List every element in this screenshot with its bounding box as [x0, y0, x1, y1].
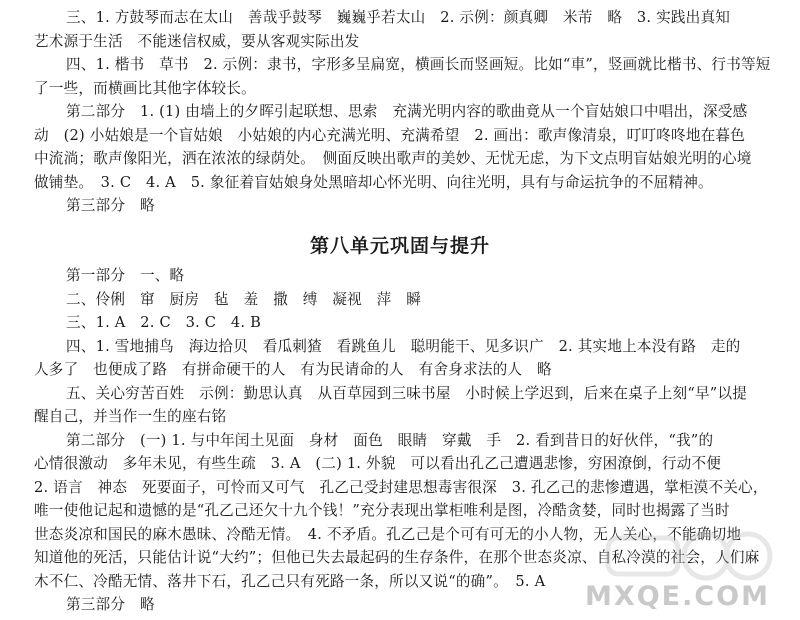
section-unit7-answers — [34, 6, 778, 218]
text-line: 木不仁、冷酷无情、落井下石，孔乙己只有死路一条，所以又说“的确”。 5. A — [34, 572, 546, 590]
watermark-text: MXQE.COM — [585, 581, 770, 612]
text-line: 艺术源于生活 不能迷信权威，要从客观实际出发 — [34, 32, 360, 50]
text-line: 二、伶俐 窜 厨房 毡 羞 撒 缚 凝视 萍 瞬 — [66, 290, 422, 308]
text-line: 醒自己，并当作一生的座右铭 — [34, 408, 227, 425]
unit-title: 第八单元巩固与提升 — [309, 235, 490, 257]
text-line: 中流淌；歌声像阳光，洒在浓浓的绿荫处。 侧面反映出歌声的美妙、无忧无虑，为下文点明盲姑娘光明的心境 — [34, 150, 752, 167]
text-line: 了一些，而横画比其他字体较长。 — [34, 79, 256, 97]
text-line: 三、1. A 2. C 3. C 4. B — [66, 314, 262, 331]
text-line: 第三部分 略 — [66, 197, 155, 214]
text-line: 人多了 也便成了路 有拼命硬干的人 有为民请命的人 有舍身求法的人 略 — [34, 361, 552, 378]
text-line: 2. 语言 神态 死要面子，可怜而又可气 孔乙己受封建思想毒害很深 3. 孔乙己的悲惨遭遇，掌柜漠不关心， — [34, 478, 768, 496]
text-line: 五、关心穷苦百姓 示例：勤思认真 从百草园到三味书屋 小时候上学迟到，后来在桌子上刻“早”以提 — [66, 384, 748, 402]
text-line: 知道他的死活，只能估计说“大约”；但他已失去最起码的生存条件，在那个世态炎凉、自私冷漠的社会，人们麻 — [34, 549, 760, 566]
text-line: 第三部分 略 — [66, 596, 155, 613]
text-line: 心情很激动 多年未见，有些生疏 3. A (二) 1. 外貌 可以看出孔乙己遭遇悲惨，穷困潦倒，行动不便 — [34, 455, 722, 472]
text-line: 第二部分 (一) 1. 与中年闰土见面 身材 面色 眼睛 穿戴 手 2. 看到昔日的好伙伴，“我”的 — [66, 431, 714, 449]
text-line: 四、1. 雪地捕鸟 海边拾贝 看瓜刺猹 看跳鱼儿 聪明能干、见多识广 2. 其实地上本没有路 走的 — [66, 337, 741, 355]
text-line: 唯一使他记起和遗憾的是“孔乙己还欠十九个钱！”充分表现出掌柜唯利是图，冷酷贪婪，同时也揭露了当时 — [34, 502, 730, 519]
text-line: 第二部分 1. (1) 由墙上的夕晖引起联想、思索 充满光明内容的歌曲竟从一个盲姑娘口中唱出，深受感 — [66, 103, 748, 120]
text-line: 动 (2) 小姑娘是一个盲姑娘 小姑娘的内心充满光明、充满希望 2. 画出：歌声像清泉，叮叮咚咚地在暮色 — [34, 126, 745, 144]
text-line: 做铺垫。 3. C 4. A 5. 象征着盲姑娘身处黑暗却心怀光明、向往光明，具有与命运抗争的不屈精神。 — [34, 173, 713, 191]
text-line: 四、1. 楷书 草书 2. 示例：隶书，字形多呈扁宽，横画长而竖画短。比如“車”，竖画就比楷书、行书等短 — [66, 56, 771, 73]
text-line: 三、1. 方鼓琴而志在太山 善哉乎鼓琴 巍巍乎若太山 2. 示例：颜真卿 米芾 略 3. 实践出真知 — [66, 9, 731, 26]
text-line: 世态炎凉和国民的麻木愚昧、冷酷无情。 4. 不矛盾。孔乙己是个可有可无的小人物，无人关心，不能确切地 — [34, 525, 742, 543]
text-line: 第一部分 一、略 — [66, 267, 185, 284]
